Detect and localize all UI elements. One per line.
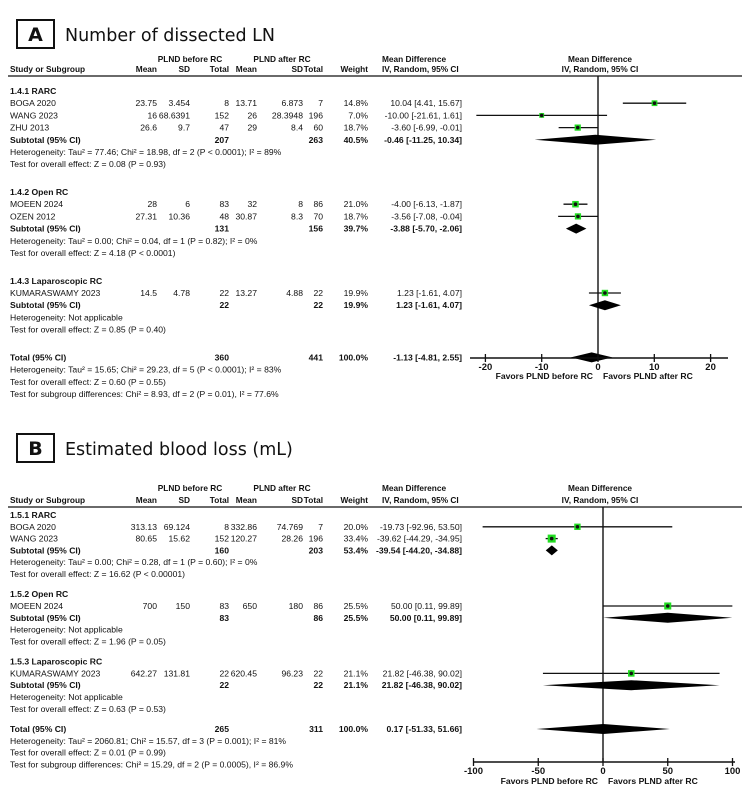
study-sd2: 8.4 xyxy=(291,122,303,133)
favors-right-label: Favors PLND after RC xyxy=(608,776,698,786)
x-axis-tick-label: 0 xyxy=(600,766,606,777)
study-name: MOEEN 2024 xyxy=(10,199,64,210)
header-plot-method: IV, Random, 95% CI xyxy=(561,64,639,74)
study-n2: 60 xyxy=(313,122,323,133)
subtotal-total-after: 156 xyxy=(308,223,323,234)
favors-left-label: Favors PLND before RC xyxy=(495,371,593,381)
study-sd2: 8 xyxy=(298,199,303,210)
subtotal-weight: 39.7% xyxy=(343,223,368,234)
header-weight: Weight xyxy=(340,64,368,74)
subtotal-label: Subtotal (95% CI) xyxy=(10,545,81,556)
panel-title: Estimated blood loss (mL) xyxy=(65,440,293,460)
study-m1: 642.27 xyxy=(130,668,157,679)
study-weight: 19.9% xyxy=(343,288,368,298)
study-n1: 48 xyxy=(219,211,229,222)
study-point-center xyxy=(576,525,580,529)
study-ci: 50.00 [0.11, 99.89] xyxy=(390,601,462,611)
study-point-center xyxy=(576,126,580,130)
study-weight: 21.1% xyxy=(343,668,368,679)
subtotal-label: Subtotal (95% CI) xyxy=(10,300,81,311)
subtotal-label: Subtotal (95% CI) xyxy=(10,680,81,691)
header-total2: Total xyxy=(303,495,323,505)
study-name: BOGA 2020 xyxy=(10,98,56,109)
overall-effect-text: Test for overall effect: Z = 16.62 (P < 0.00001) xyxy=(10,569,186,579)
study-ci: 21.82 [-46.38, 90.02] xyxy=(382,668,462,679)
subgroup-label: 1.5.1 RARC xyxy=(10,510,57,520)
study-sd1: 3.454 xyxy=(168,98,190,109)
total-ci: 0.17 [-51.33, 51.66] xyxy=(386,724,462,734)
header-plot-column: Mean Difference xyxy=(567,54,633,64)
subtotal-total-after: 22 xyxy=(313,300,323,311)
total-total-before: 360 xyxy=(214,352,229,363)
favors-right-label: Favors PLND after RC xyxy=(603,371,693,381)
study-name: BOGA 2020 xyxy=(10,521,56,532)
study-m2: 120.27 xyxy=(230,533,257,544)
header-total1: Total xyxy=(209,495,229,505)
favors-left-label: Favors PLND before RC xyxy=(500,776,598,786)
header-sd1: SD xyxy=(178,495,190,505)
study-weight: 7.0% xyxy=(348,110,368,121)
total-total-after: 441 xyxy=(308,352,323,363)
study-n2: 7 xyxy=(318,521,323,532)
header-group-after: PLND after RC xyxy=(253,54,311,64)
subtotal-label: Subtotal (95% CI) xyxy=(10,612,81,623)
subtotal-weight: 21.1% xyxy=(343,680,368,691)
heterogeneity-text: Heterogeneity: Not applicable xyxy=(10,692,123,702)
subtotal-total-after: 86 xyxy=(313,612,323,623)
x-axis-tick-label: -10 xyxy=(534,362,549,373)
study-m2: 32 xyxy=(247,199,257,210)
study-point-center xyxy=(540,114,544,118)
study-n1: 22 xyxy=(219,288,229,298)
study-name: KUMARASWAMY 2023 xyxy=(10,288,101,298)
total-overall-effect-text: Test for overall effect: Z = 0.01 (P = 0.99) xyxy=(10,747,166,758)
header-md-column: Mean Difference xyxy=(382,54,447,64)
study-sd2: 28.26 xyxy=(281,533,303,544)
study-sd1: 15.62 xyxy=(168,533,190,544)
total-total-before: 265 xyxy=(214,724,229,734)
study-sd1: 10.36 xyxy=(168,211,190,222)
study-m2: 332.86 xyxy=(230,521,257,532)
study-weight: 20.0% xyxy=(343,521,368,532)
study-weight: 18.7% xyxy=(343,122,368,133)
subtotal-diamond xyxy=(546,545,558,555)
study-point-center xyxy=(666,604,670,608)
study-m2: 620.45 xyxy=(230,668,257,679)
heterogeneity-text: Heterogeneity: Not applicable xyxy=(10,624,123,635)
subtotal-ci: -3.88 [-5.70, -2.06] xyxy=(390,223,462,234)
x-axis-tick-label: -100 xyxy=(463,766,484,777)
overall-effect-text: Test for overall effect: Z = 0.08 (P = 0.93) xyxy=(10,159,166,170)
study-m1: 23.75 xyxy=(135,98,157,109)
study-point-center xyxy=(629,672,633,676)
header-sd2: SD xyxy=(291,64,303,74)
subtotal-total-after: 203 xyxy=(308,545,323,556)
study-m2: 30.87 xyxy=(235,211,257,222)
study-sd2: 96.23 xyxy=(281,668,303,679)
study-name: ZHU 2013 xyxy=(10,122,50,133)
study-point-center xyxy=(603,291,607,295)
overall-effect-text: Test for overall effect: Z = 0.63 (P = 0.53) xyxy=(10,703,166,714)
header-mean2: Mean xyxy=(235,64,257,74)
study-sd1: 69.124 xyxy=(163,521,190,532)
study-n2: 86 xyxy=(313,601,323,611)
subtotal-weight: 19.9% xyxy=(343,300,368,311)
total-heterogeneity-text: Heterogeneity: Tau² = 15.65; Chi² = 29.23, df = 5 (P < 0.0001); I² = 83% xyxy=(10,364,282,375)
study-n1: 83 xyxy=(219,199,229,210)
subtotal-total-before: 160 xyxy=(214,545,229,556)
study-m1: 313.13 xyxy=(130,521,157,532)
subtotal-ci: 1.23 [-1.61, 4.07] xyxy=(396,300,462,311)
study-sd2: 8.3 xyxy=(291,211,303,222)
study-sd1: 131.81 xyxy=(163,668,190,679)
study-n2: 70 xyxy=(313,211,323,222)
study-point-center xyxy=(574,202,578,206)
study-n1: 83 xyxy=(219,601,229,611)
subgroup-differences-text: Test for subgroup differences: Chi² = 15.29, df = 2 (P = 0.0005), I² = 86.9% xyxy=(10,759,293,770)
subtotal-ci: -0.46 [-11.25, 10.34] xyxy=(384,134,462,145)
total-ci: -1.13 [-4.81, 2.55] xyxy=(393,352,462,363)
total-overall-effect-text: Test for overall effect: Z = 0.60 (P = 0.55) xyxy=(10,376,166,387)
subtotal-diamond xyxy=(543,680,720,690)
study-n1: 8 xyxy=(224,521,229,532)
x-axis-tick-label: -50 xyxy=(531,766,546,777)
subgroup-label: 1.4.2 Open RC xyxy=(10,187,69,197)
subgroup-differences-text: Test for subgroup differences: Chi² = 8.93, df = 2 (P = 0.01), I² = 77.6% xyxy=(10,389,279,399)
subgroup-label: 1.4.1 RARC xyxy=(10,86,57,96)
subtotal-total-before: 22 xyxy=(219,300,229,311)
panel-letter: B xyxy=(28,438,43,460)
study-m2: 13.27 xyxy=(235,288,257,298)
subgroup-label: 1.5.3 Laparoscopic RC xyxy=(10,656,103,667)
subtotal-diamond xyxy=(566,224,586,234)
study-sd2: 74.769 xyxy=(276,521,303,532)
header-sd2: SD xyxy=(291,495,303,505)
study-m2: 650 xyxy=(242,601,257,611)
x-axis-tick-label: -20 xyxy=(478,362,493,373)
study-ci: -3.60 [-6.99, -0.01] xyxy=(391,122,462,133)
subtotal-total-before: 207 xyxy=(214,134,229,145)
study-name: WANG 2023 xyxy=(10,110,58,121)
x-axis-tick-label: 20 xyxy=(705,362,716,373)
study-sd1: 6 xyxy=(185,199,190,210)
study-name: MOEEN 2024 xyxy=(10,601,64,611)
study-ci: -10.00 [-21.61, 1.61] xyxy=(384,110,462,121)
subtotal-weight: 53.4% xyxy=(343,545,368,556)
study-weight: 14.8% xyxy=(343,98,368,109)
subtotal-total-after: 263 xyxy=(308,134,323,145)
subtotal-total-before: 83 xyxy=(219,612,229,623)
total-diamond xyxy=(537,724,670,734)
heterogeneity-text: Heterogeneity: Tau² = 0.00; Chi² = 0.28, df = 1 (P = 0.60); I² = 0% xyxy=(10,557,258,568)
subgroup-label: 1.4.3 Laparoscopic RC xyxy=(10,275,103,286)
heterogeneity-text: Heterogeneity: Tau² = 0.00; Chi² = 0.04, df = 1 (P = 0.82); I² = 0% xyxy=(10,235,258,246)
overall-effect-text: Test for overall effect: Z = 0.85 (P = 0.40) xyxy=(10,324,166,335)
header-md-method: IV, Random, 95% CI xyxy=(382,495,459,505)
overall-effect-text: Test for overall effect: Z = 1.96 (P = 0.05) xyxy=(10,636,166,647)
study-point-center xyxy=(550,537,554,541)
header-plot-column: Mean Difference xyxy=(567,483,633,493)
study-n2: 196 xyxy=(308,533,323,544)
study-name: WANG 2023 xyxy=(10,533,58,544)
study-n1: 152 xyxy=(214,110,229,121)
header-mean2: Mean xyxy=(235,495,257,505)
header-group-before: PLND before RC xyxy=(157,483,223,493)
study-n2: 22 xyxy=(313,288,323,298)
total-heterogeneity-text: Heterogeneity: Tau² = 2060.81; Chi² = 15.57, df = 3 (P = 0.001); I² = 81% xyxy=(10,735,287,746)
subtotal-ci: 21.82 [-46.38, 90.02] xyxy=(381,680,462,691)
study-m1: 26.6 xyxy=(140,122,157,133)
overall-effect-text: Test for overall effect: Z = 4.18 (P < 0.0001) xyxy=(10,248,176,258)
header-mean1: Mean xyxy=(135,495,157,505)
study-n1: 47 xyxy=(219,122,229,133)
subtotal-ci: 50.00 [0.11, 99.89] xyxy=(389,612,462,623)
x-axis-tick-label: 100 xyxy=(724,766,741,777)
subtotal-ci: -39.54 [-44.20, -34.88] xyxy=(376,545,462,556)
study-n2: 22 xyxy=(313,668,323,679)
subtotal-diamond xyxy=(603,613,732,623)
total-label: Total (95% CI) xyxy=(10,352,67,363)
subtotal-label: Subtotal (95% CI) xyxy=(10,134,81,145)
subtotal-total-after: 22 xyxy=(313,680,323,691)
subtotal-total-before: 131 xyxy=(214,223,229,234)
study-m1: 16 xyxy=(147,110,157,121)
subtotal-total-before: 22 xyxy=(219,680,229,691)
x-axis-tick-label: 50 xyxy=(662,766,674,777)
study-ci: 1.23 [-1.61, 4.07] xyxy=(397,288,462,298)
header-group-before: PLND before RC xyxy=(157,54,223,64)
study-n2: 86 xyxy=(313,199,323,210)
study-sd2: 6.873 xyxy=(281,98,303,109)
header-weight: Weight xyxy=(340,495,368,505)
study-n1: 22 xyxy=(219,668,229,679)
subtotal-weight: 40.5% xyxy=(343,134,368,145)
subgroup-label: 1.5.2 Open RC xyxy=(10,589,69,600)
study-m1: 28 xyxy=(147,199,157,210)
study-m2: 26 xyxy=(247,110,257,121)
header-mean1: Mean xyxy=(135,64,157,74)
header-md-method: IV, Random, 95% CI xyxy=(382,64,459,74)
study-weight: 18.7% xyxy=(343,211,368,222)
study-ci: 10.04 [4.41, 15.67] xyxy=(390,98,462,109)
header-total2: Total xyxy=(303,64,323,74)
study-m2: 13.71 xyxy=(235,98,257,109)
study-m1: 14.5 xyxy=(140,288,157,298)
x-axis-tick-label: 0 xyxy=(595,362,601,373)
subtotal-diamond xyxy=(535,135,657,145)
heterogeneity-text: Heterogeneity: Not applicable xyxy=(10,312,123,323)
study-ci: -19.73 [-92.96, 53.50] xyxy=(379,521,462,532)
panel-title: Number of dissected LN xyxy=(65,26,276,46)
study-name: OZEN 2012 xyxy=(10,211,56,222)
study-sd2: 28.3948 xyxy=(271,110,303,121)
header-md-column: Mean Difference xyxy=(382,483,447,493)
study-m1: 700 xyxy=(142,601,157,611)
study-point-center xyxy=(653,101,657,105)
subtotal-label: Subtotal (95% CI) xyxy=(10,223,81,234)
subtotal-weight: 25.5% xyxy=(343,612,368,623)
study-weight: 33.4% xyxy=(343,533,368,544)
header-group-after: PLND after RC xyxy=(253,483,311,493)
header-study: Study or Subgroup xyxy=(10,495,86,505)
heterogeneity-text: Heterogeneity: Tau² = 77.46; Chi² = 18.98, df = 2 (P < 0.0001); I² = 89% xyxy=(10,147,282,157)
total-weight: 100.0% xyxy=(338,724,368,734)
header-study: Study or Subgroup xyxy=(10,64,86,74)
study-sd1: 150 xyxy=(175,601,190,611)
study-sd1: 4.78 xyxy=(173,288,190,298)
subtotal-diamond xyxy=(589,300,621,310)
header-plot-method: IV, Random, 95% CI xyxy=(561,495,639,505)
study-m1: 27.31 xyxy=(135,211,157,222)
study-n2: 196 xyxy=(308,110,323,121)
header-total1: Total xyxy=(209,64,229,74)
study-ci: -4.00 [-6.13, -1.87] xyxy=(391,199,462,210)
total-total-after: 311 xyxy=(309,724,323,734)
study-n1: 8 xyxy=(224,98,229,109)
study-n2: 7 xyxy=(318,98,323,109)
study-n1: 152 xyxy=(214,533,229,544)
header-sd1: SD xyxy=(178,64,190,74)
study-sd1: 68.6391 xyxy=(158,110,190,121)
study-ci: -3.56 [-7.08, -0.04] xyxy=(391,211,462,222)
study-m2: 29 xyxy=(247,122,257,133)
total-label: Total (95% CI) xyxy=(10,724,67,734)
panel-letter: A xyxy=(28,24,43,46)
study-point-center xyxy=(576,215,580,219)
study-ci: -39.62 [-44.29, -34.95] xyxy=(376,533,462,544)
study-sd2: 4.88 xyxy=(286,288,303,298)
study-name: KUMARASWAMY 2023 xyxy=(10,668,101,679)
study-weight: 25.5% xyxy=(343,601,368,611)
study-m1: 80.65 xyxy=(135,533,157,544)
study-weight: 21.0% xyxy=(343,199,368,210)
total-weight: 100.0% xyxy=(338,352,368,363)
study-sd1: 9.7 xyxy=(178,122,190,133)
study-sd2: 180 xyxy=(288,601,303,611)
x-axis-tick-label: 10 xyxy=(649,362,660,373)
